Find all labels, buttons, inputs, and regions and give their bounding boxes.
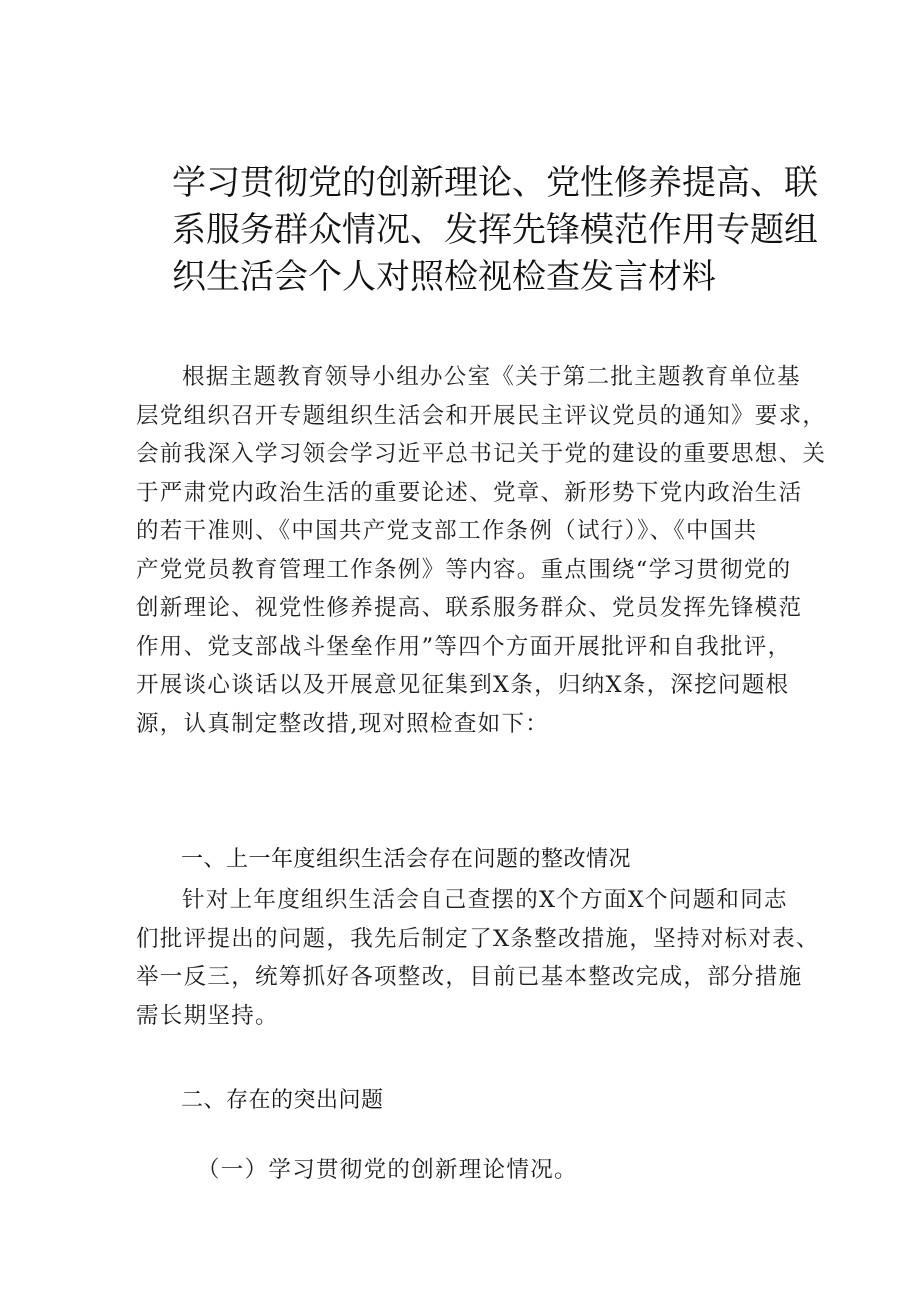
paragraph-line: 需长期坚持。 xyxy=(136,1002,279,1029)
paragraph-line: 层党组织召开专题组织生活会和开展民主评议党员的通知》要求， xyxy=(136,402,827,429)
paragraph-line: 会前我深入学习领会学习近平总书记关于党的建设的重要思想、关 xyxy=(136,441,827,467)
paragraph-line: 的若干准则、《中国共产党支部工作条例（试行）》、《中国共 xyxy=(136,518,758,544)
rectification-paragraph xyxy=(136,881,820,1035)
paragraph-line: 举一反三，统筹抓好各项整改，目前已基本整改完成，部分措施 xyxy=(136,964,803,990)
section-heading-rectification: 一、上一年度组织生活会存在问题的整改情况 xyxy=(181,847,632,872)
title-line: 织生活会个人对照检视检查发言材料 xyxy=(172,257,716,297)
paragraph-line: 开展谈心谈话以及开展意见征集到X条，归纳X条，深挖问题根 xyxy=(136,672,790,698)
intro-paragraph xyxy=(136,358,827,743)
paragraph-line: 针对上年度组织生活会自己查摆的X个方面X个问题和同志 xyxy=(182,887,788,913)
title-line: 学习贯彻党的创新理论、党性修养提高、联 xyxy=(172,163,818,203)
section-heading-problems: 二、存在的突出问题 xyxy=(181,1088,384,1113)
paragraph-line: 于严肃党内政治生活的重要论述、党章、新形势下党内政治生活 xyxy=(136,479,803,506)
subsection-heading-theory: （一）学习贯彻党的创新理论情况。 xyxy=(197,1157,578,1183)
paragraph-line: 源，认真制定整改措,现对照检查如下： xyxy=(136,710,550,737)
document-title xyxy=(172,160,818,301)
title-line: 系服务群众情况、发挥先锋模范作用专题组 xyxy=(172,210,818,250)
paragraph-line: 根据主题教育领导小组办公室《关于第二批主题教育单位基 xyxy=(182,364,801,390)
paragraph-line: 产党党员教育管理工作条例》等内容。重点围绕“学习贯彻党的 xyxy=(136,556,792,583)
paragraph-line: 们批评提出的问题，我先后制定了X条整改措施，坚持对标对表、 xyxy=(136,925,820,952)
paragraph-line: 作用、党支部战斗堡垒作用”等四个方面开展批评和自我批评， xyxy=(136,633,792,660)
paragraph-line: 创新理论、视党性修养提高、联系服务群众、党员发挥先锋模范 xyxy=(136,595,803,621)
